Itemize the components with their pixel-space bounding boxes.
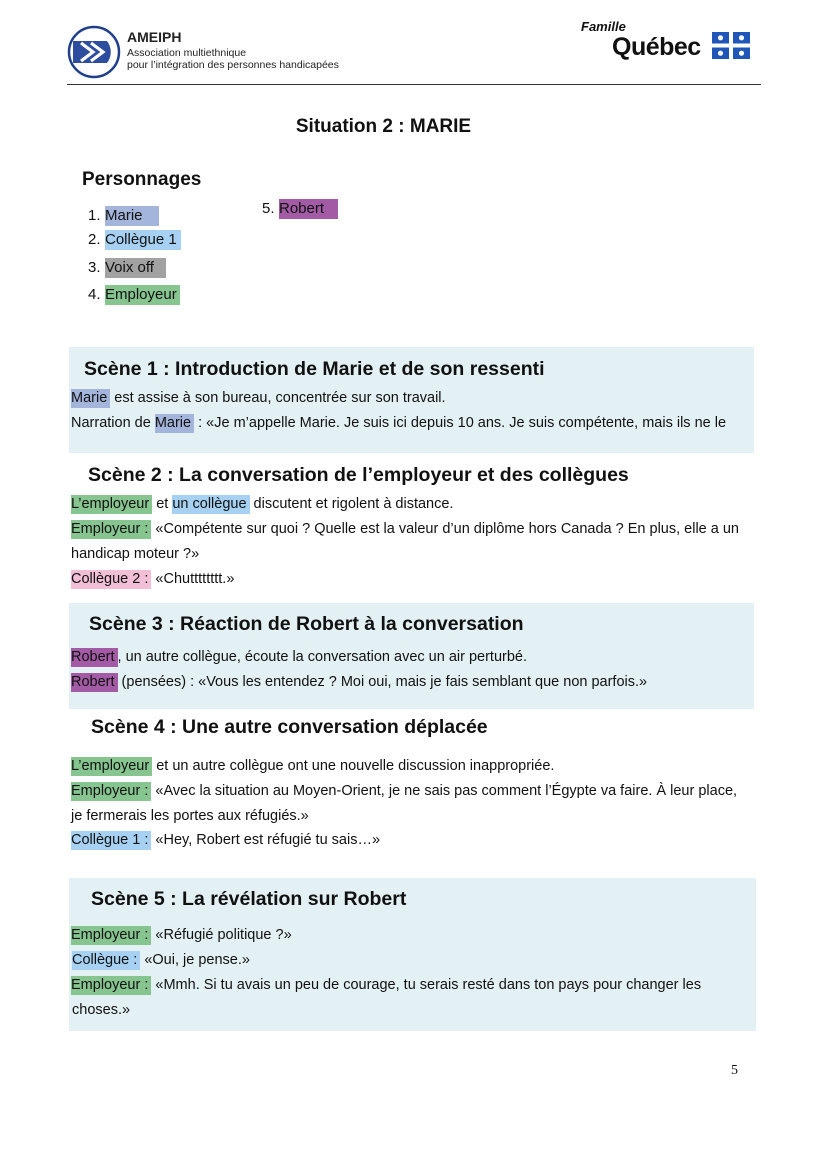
scene-2-line-3: handicap moteur ?»	[71, 546, 200, 562]
personnage-name: Voix off	[105, 258, 166, 278]
personnage-name: Robert	[279, 199, 338, 219]
personnage-item-marie: 1. Marie	[88, 207, 159, 224]
scene-3-heading: Scène 3 : Réaction de Robert à la conversation	[89, 613, 524, 635]
page-title: Situation 2 : MARIE	[295, 116, 472, 137]
scene-2-line-1: L’employeur et un collègue discutent et rigolent à distance.	[71, 496, 454, 512]
scene-2-heading: Scène 2 : La conversation de l’employeur et des collègues	[88, 464, 629, 486]
gov-label-famille: Famille	[581, 19, 626, 34]
personnage-name: Employeur	[105, 285, 180, 305]
personnages-heading: Personnages	[82, 169, 202, 190]
personnage-item-voix-off: 3. Voix off	[88, 259, 166, 276]
scene-1-line-1: Marie est assise à son bureau, concentrée sur son travail.	[71, 390, 446, 406]
scene-4-line-4: Collègue 1 : «Hey, Robert est réfugié tu sais…»	[71, 832, 381, 848]
org-description-line1: Association multiethnique	[127, 47, 247, 59]
scene-4-heading: Scène 4 : Une autre conversation déplacée	[91, 716, 488, 738]
scene-3-line-2: Robert (pensées) : «Vous les entendez ? Moi oui, mais je fais semblant que non parfois.»	[71, 674, 648, 690]
ameiph-logo-icon	[67, 25, 121, 79]
scene-5-heading: Scène 5 : La révélation sur Robert	[91, 888, 407, 910]
org-description-line2: pour l’intégration des personnes handicapées	[127, 59, 339, 71]
scene-1-line-2: Narration de Marie : «Je m’appelle Marie. Je suis ici depuis 10 ans. Je suis compétente, mais ils ne le	[71, 415, 727, 431]
scene-2-line-4: Collègue 2 : «Chutttttttt.»	[71, 571, 235, 587]
personnage-name: Marie	[105, 206, 159, 226]
personnage-item-collegue-1: 2. Collègue 1	[88, 231, 181, 248]
personnage-name: Collègue 1	[105, 230, 181, 250]
gov-label-quebec: Québec	[612, 33, 701, 61]
scene-4-line-3: je fermerais les portes aux réfugiés.»	[71, 808, 309, 824]
scene-4-line-2: Employeur : «Avec la situation au Moyen-Orient, je ne sais pas comment l’Égypte va faire. À leur place,	[71, 783, 738, 799]
scene-5-line-1: Employeur : «Réfugié politique ?»	[71, 927, 292, 943]
scene-1-heading: Scène 1 : Introduction de Marie et de son ressenti	[84, 358, 545, 380]
scene-5-line-4: choses.»	[72, 1002, 131, 1018]
header-divider	[67, 84, 761, 85]
org-name: AMEIPH	[127, 29, 182, 45]
quebec-flag-icon	[712, 32, 750, 59]
page-number: 5	[731, 1063, 738, 1078]
scene-2-line-2: Employeur : «Compétente sur quoi ? Quelle est la valeur d’un diplôme hors Canada ? En plus, elle a un	[71, 521, 739, 537]
scene-5-line-3: Employeur : «Mmh. Si tu avais un peu de courage, tu serais resté dans ton pays pour changer les	[71, 977, 702, 993]
personnage-item-robert: 5. Robert	[262, 200, 338, 217]
scene-5-line-2: Collègue : «Oui, je pense.»	[72, 952, 250, 968]
scene-3-line-1: Robert , un autre collègue, écoute la conversation avec un air perturbé.	[71, 649, 528, 665]
personnage-item-employeur: 4. Employeur	[88, 286, 180, 303]
scene-4-line-1: L’employeur et un autre collègue ont une nouvelle discussion inappropriée.	[71, 758, 555, 774]
